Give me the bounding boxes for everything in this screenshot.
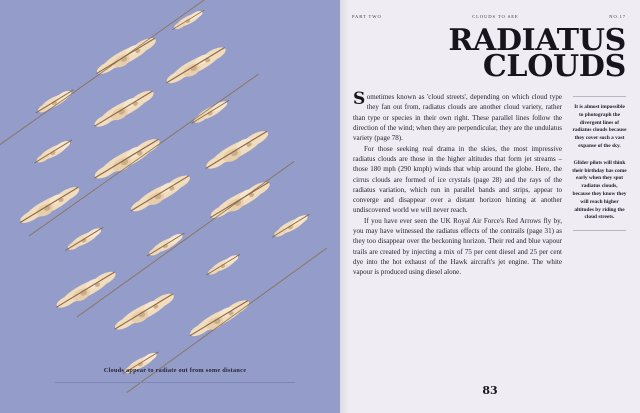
side-note-divider-bottom: [573, 230, 626, 231]
body-paragraph-2-text: For those seeking real drama in the skies, the most impressive radiatus clouds are those in the higher altitudes that form jet streams – those 180 mph (290 kmph) winds that whip around the globe. Here, the cirrus clouds are formed of ice crystals (page 28) and the rays of the radiatus variation, which run in parallel bands and strips, appear to converge and disappear over a distant horizon hinting at another undiscovered world we will never reach.: [353, 144, 562, 215]
side-note-glider-pilots: Glider pilots will think their birthday has come early when they spot radiatus clouds, because they know they will reach higher altitudes by riding the cloud streets.: [572, 159, 627, 221]
body-text-column: [353, 89, 562, 373]
caption-text: Clouds appear to radiate out from some distance: [103, 366, 247, 374]
page-title-line-2: CLOUDS: [482, 48, 626, 84]
page-title: [354, 23, 626, 84]
body-paragraph-3-text: If you have ever seen the UK Royal Air Force's Red Arrows fly by, you may have witnessed the radiatus effects of the contrails (page 31) as they too disappear over the beckoning horizon. Their red and blue vapour trails are created by injecting a mix of 75 per cent diesel and 25 per cent dye into the hot exhaust of the Hawk aircraft's jet engine. The white vapour is produced using diesel alone.: [353, 216, 562, 277]
side-notes-column: [571, 92, 628, 373]
drop-cap: S: [353, 89, 366, 109]
running-head: [352, 14, 626, 19]
illustration-caption: [55, 367, 295, 383]
right-page: [340, 0, 640, 413]
running-head-part: PART TWO: [352, 14, 382, 19]
running-head-section: CLOUDS TO SEE: [472, 14, 519, 19]
body-paragraph: [353, 89, 562, 144]
side-note-photography: It is almost impossible to photograph the divergent lines of radiatus clouds because they cover such a vast expanse of the sky.: [572, 104, 627, 149]
body-paragraph: [353, 144, 562, 216]
body-paragraph-1-text: ometimes known as 'cloud streets', depending on which cloud type they fan out from, radiatus clouds are another cloud variety, rather than type or species in their own right. These parallel lines follow the direction of the wind; when they are perpendicular, they are the undulatus variety (page 78).: [353, 93, 562, 143]
page-number: 83: [482, 384, 498, 397]
content-area: [353, 89, 628, 373]
page-title-line-1: RADIATUS: [448, 23, 626, 58]
caption-divider: [55, 382, 295, 383]
body-paragraph: [353, 216, 562, 278]
running-head-number: NO.17: [609, 14, 626, 19]
